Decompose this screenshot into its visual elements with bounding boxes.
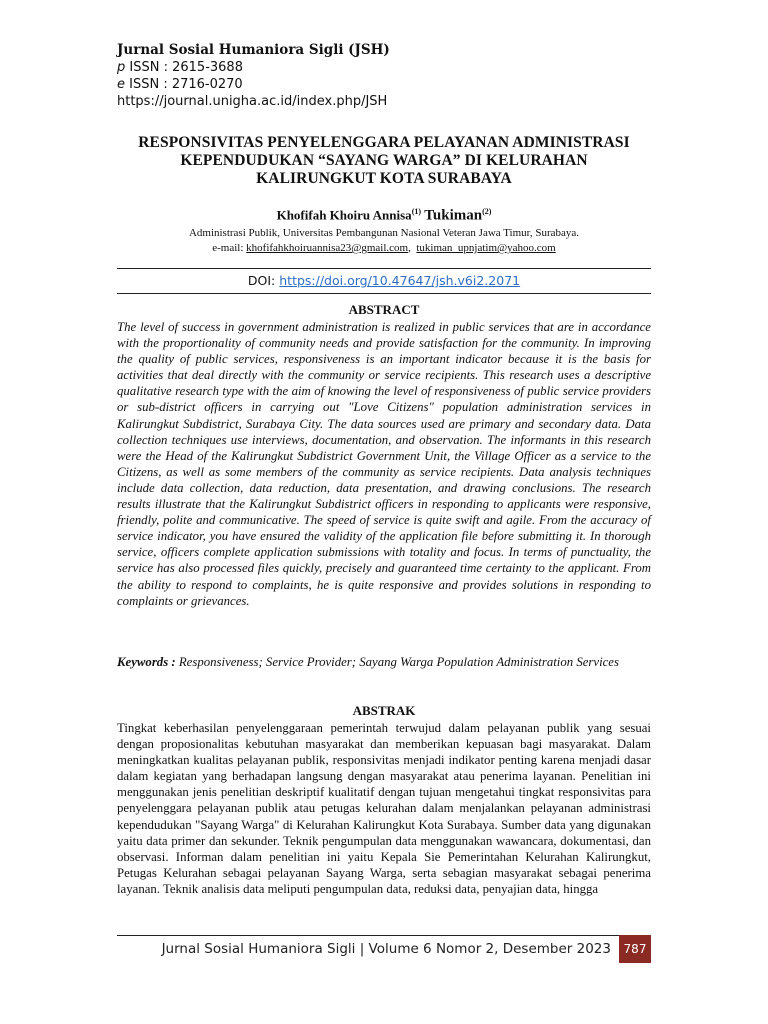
author-1-superscript: (1) <box>411 207 422 216</box>
keywords-text: Responsiveness; Service Provider; Sayang Warga Population Administration Services <box>178 655 619 669</box>
author-2-name: Tukiman <box>424 207 483 224</box>
abstract-indonesian-body: Tingkat keberhasilan penyelenggaraan pemerintah terwujud dalam pelayanan publik yang sesuai dengan proposionalitas kebutuhan masyarakat dan memberikan kepuasan bagi masyarakat. Dalam meningkatkan kualitas pelayanan publik, responsivitas menjadi indikator penting karena menjadi dasar dalam kegiatan yang berhadapan langsung dengan masyarakat atau penerima layanan. Penelitian ini menggunakan jenis penelitian deskriptif kualitatif dengan tujuan mengetahui tingkat responsivitas para penyelenggara pelayanan publik atau petugas kelurahan dalam menjalankan pelayanan administrasi kependudukan "Sayang Warga" di Kelurahan Kalirungkut Kota Surabaya. Sumber data yang digunakan yaitu data primer dan sekunder. Teknik pengumpulan data menggunakan wawancara, dokumentasi, dan observasi. Informan dalam penelitian ini yaitu Kepala Sie Pemerintahan Kelurahan Kalirungkut, Petugas Kelurahan sebagai pelayanan Sayang Warga, serta sebagian masyarakat sebagai penerima layanan. Teknik analisis data meliputi pengumpulan data, reduksi data, penyajian data, hingga <box>117 721 651 896</box>
doi-line <box>117 273 651 288</box>
doi-label: DOI: <box>247 273 276 288</box>
journal-url[interactable]: https://journal.unigha.ac.id/index.php/JSH <box>117 94 388 109</box>
paper-title <box>100 134 668 188</box>
keywords-label: Keywords : <box>117 655 176 669</box>
doi-link[interactable]: https://doi.org/10.47647/jsh.v6i2.2071 <box>279 273 521 288</box>
doi-bottom-rule <box>117 293 651 294</box>
title-line-3: KALIRUNGKUT KOTA SURABAYA <box>256 170 512 187</box>
journal-name: Jurnal Sosial Humaniora Sigli (JSH) <box>117 42 390 58</box>
keywords <box>117 654 651 670</box>
email-link-1[interactable]: khofifahkhoiruannisa23@gmail.com <box>246 242 409 254</box>
author-1-name: Khofifah Khoiru Annisa <box>276 207 412 223</box>
email-link-2[interactable]: tukiman_upnjatim@yahoo.com <box>416 242 556 254</box>
p-issn-prefix: p <box>117 60 126 75</box>
author-list <box>100 207 668 224</box>
abstrak-heading: ABSTRAK <box>352 703 416 718</box>
e-issn-prefix: e <box>117 77 125 92</box>
footer-citation: Jurnal Sosial Humaniora Sigli | Volume 6 Nomor 2, Desember 2023 <box>161 941 611 957</box>
doi-top-rule <box>117 268 651 269</box>
abstract-heading: ABSTRACT <box>348 302 420 317</box>
e-issn <box>117 76 390 93</box>
e-issn-value: ISSN : 2716-0270 <box>129 77 243 92</box>
journal-header <box>117 42 390 110</box>
page-number-badge: 787 <box>619 935 651 963</box>
abstract-english-body: The level of success in government administration is realized in public services that are in accordance with the proportionality of community needs and provide satisfaction for the community. In improving the quality of public services, responsiveness is an important indicator because it is the basis for activities that deal directly with the community or service recipients. This research uses a descriptive qualitative research type with the aim of knowing the level of responsiveness of public service providers or sub-district officers in carrying out "Love Citizens" population administration services in Kalirungkut Subdistrict, Surabaya City. The data sources used are primary and secondary data. Data collection techniques use interviews, documentation, and observation. The informants in this research were the Head of the Kalirungkut Subdistrict Government Unit, the Village Officer as a service to the Citizens, as well as some members of the community as service recipients. Data analysis techniques include data collection, data reduction, data presentation, and drawing conclusions. The research results illustrate that the Kalirungkut Subdistrict officers in responding to applicants were responsive, friendly, polite and communicative. The speed of service is quite swift and agile. From the accuracy of service indicator, you have ensured the validity of the application file before submitting it. In thorough service, officers complete application submissions with totality and focus. In terms of punctuality, the service has also processed files quickly, precisely and guaranteed time certainty to the applicant. From the ability to respond to complaints, he is quite responsive and provides solutions in responding to complaints or grievances. <box>117 320 651 608</box>
title-line-1: RESPONSIVITAS PENYELENGGARA PELAYANAN ADMINISTRASI <box>138 134 630 151</box>
p-issn <box>117 59 390 76</box>
email-label: e-mail: <box>212 242 244 254</box>
title-line-2: KEPENDUDUKAN “SAYANG WARGA” DI KELURAHAN <box>180 152 588 169</box>
affiliation <box>100 226 668 256</box>
p-issn-value: ISSN : 2615-3688 <box>129 60 243 75</box>
page-footer <box>117 935 651 963</box>
institution: Administrasi Publik, Universitas Pembangunan Nasional Veteran Jawa Timur, Surabaya. <box>188 227 580 239</box>
email-line: e-mail: khofifahkhoiruannisa23@gmail.com, tukiman_upnjatim@yahoo.com <box>212 242 556 254</box>
author-2-superscript: (2) <box>482 207 492 216</box>
